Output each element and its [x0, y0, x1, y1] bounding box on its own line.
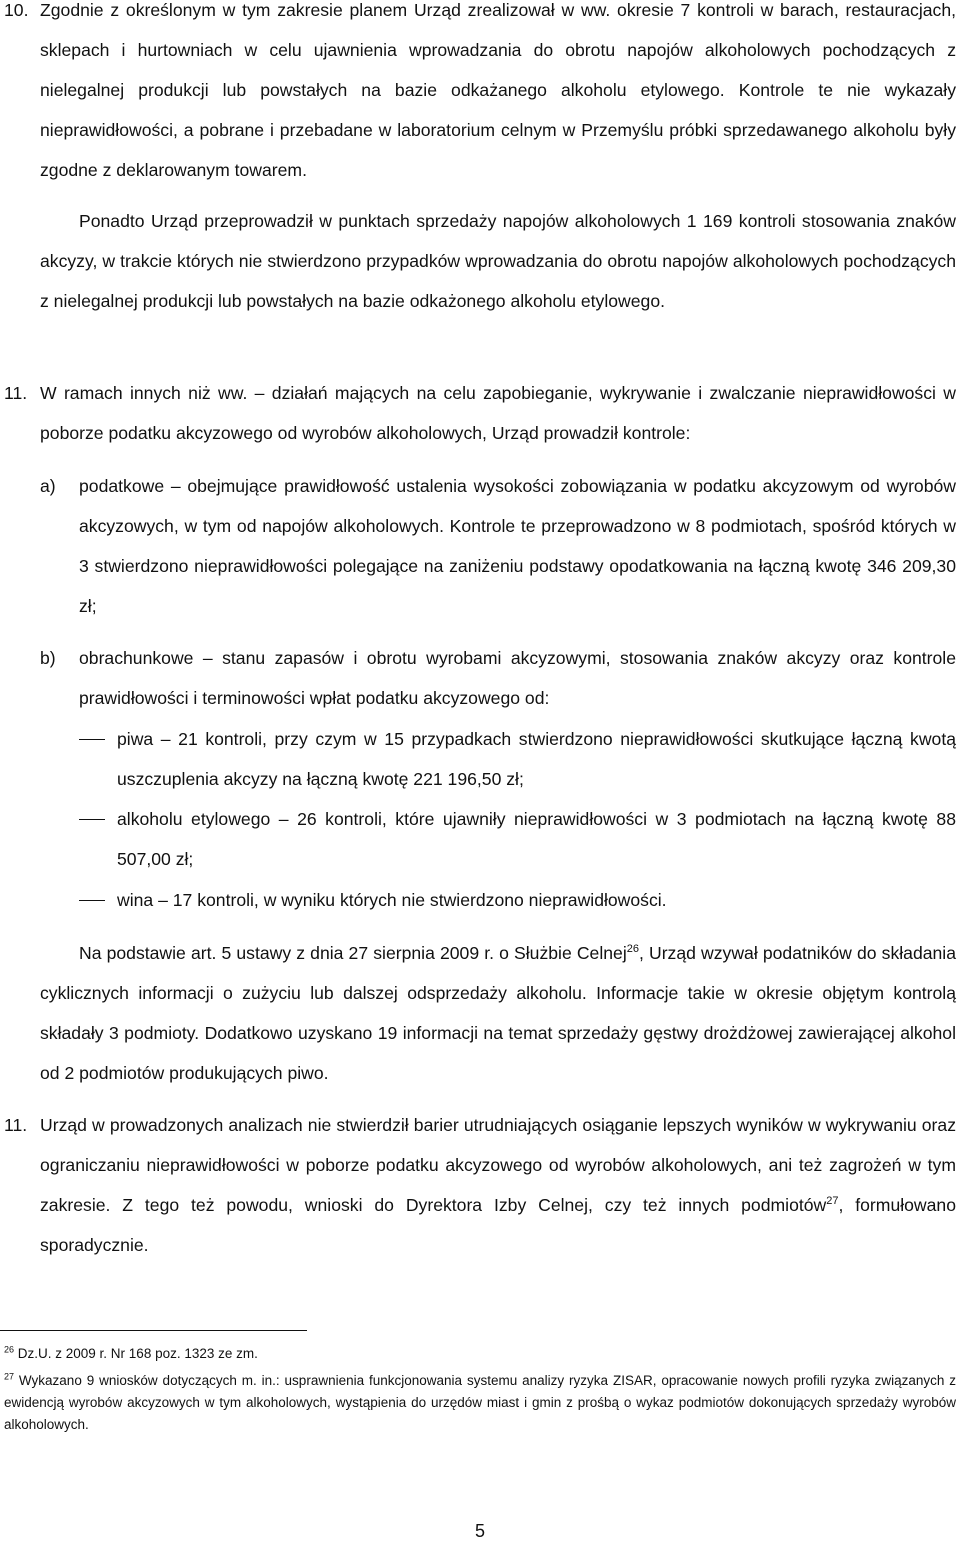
footnote-26 [4, 1343, 956, 1365]
item-b-paragraph: obrachunkowe – stanu zapasów i obrotu wyrobami akcyzowymi, stosowania znaków akcyzy oraz kontrole prawidłowości i terminowości wpłat podatku akcyzowego od: [79, 648, 956, 708]
dash-item-beer: piwa – 21 kontroli, przy czym w 15 przypadkach stwierdzono nieprawidłowości skutkujące łączną kwotą uszczuplenia akcyzy na łączną kwotę 221 196,50 zł; [117, 729, 956, 789]
footnote-27-text: Wykazano 9 wniosków dotyczących m. in.: usprawnienia funkcjonowania systemu analizy ryzyka ZISAR, opracowanie nowych profili ryzyka związanych z ewidencją wyrobów akcyzowych w tym alkoholowych, wystąpienia do urzędów miast i gmin z prośbą o wykaz podmiotów dokonujących sprzedaży wyrobów alkoholowych. [4, 1373, 956, 1432]
dash-bullet [79, 739, 105, 740]
footnote-separator [0, 1330, 307, 1331]
section-10-paragraph-2: Ponadto Urząd przeprowadził w punktach sprzedaży napojów alkoholowych 1 169 kontroli stosowania znaków akcyzy, w trakcie których nie stwierdzono przypadków wprowadzania do obrotu napojów alkoholowych pochodzących z nielegalnej produkcji lub powstałych na bazie odkażonego alkoholu etylowego. [40, 211, 956, 311]
section-11b-text-cont: , formułowano sporadycznie. [40, 1195, 956, 1255]
item-b-label: b) [40, 648, 56, 668]
item-a-label: a) [40, 476, 56, 496]
footnote-27 [4, 1370, 956, 1436]
footnote-27-number: 27 [4, 1371, 15, 1382]
footnote-26-text: Dz.U. z 2009 r. Nr 168 poz. 1323 ze zm. [14, 1346, 258, 1361]
dash-item-wine: wina – 17 kontroli, w wyniku których nie stwierdzono nieprawidłowości. [117, 890, 667, 910]
section-11-paragraph: W ramach innych niż ww. – działań mających na celu zapobieganie, wykrywanie i zwalczanie nieprawidłowości w poborze podatku akcyzowego od wyrobów alkoholowych, Urząd prowadził kontrole: [40, 383, 956, 443]
legal-basis-text-cont: , Urząd wzywał podatników do składania cyklicznych informacji o zużyciu lub dalszej odsprzedaży alkoholu. Informacje takie w okresie objętym kontrolą składały 3 podmioty. Dodatkowo uzyskano 19 informacji na temat sprzedaży gęstwy drożdżowej zawierającej alkohol od 2 podmiotów produkujących piwo. [40, 943, 957, 1083]
section-10-paragraph: Zgodnie z określonym w tym zakresie planem Urząd zrealizował w ww. okresie 7 kontroli w barach, restauracjach, sklepach i hurtowniach w celu ujawnienia wprowadzania do obrotu napojów alkoholowych pochodzących z nielegalnej produkcji lub powstałych na bazie odkażanego alkoholu etylowego. Kontrole te nie wykazały nieprawidłowości, a pobrane i przebadane w laboratorium celnym w Przemyślu próbki sprzedawanego alkoholu były zgodne z deklarowanym towarem. [40, 0, 956, 180]
section-11b-number: 11. [4, 1115, 28, 1135]
section-11b-paragraph [40, 1105, 956, 1265]
item-a-paragraph: podatkowe – obejmujące prawidłowość ustalenia wysokości zobowiązania w podatku akcyzowym od wyrobów akcyzowych, w tym od napojów alkoholowych. Kontrole te przeprowadzono w 8 podmiotach, spośród których w 3 stwierdzono nieprawidłowości polegające na zaniżeniu podstawy opodatkowania na łączną kwotę 346 209,30 zł; [79, 476, 956, 616]
section-11-number: 11. [4, 383, 28, 403]
section-11b-text: Urząd w prowadzonych analizach nie stwierdził barier utrudniających osiąganie lepszych wyników w wykrywaniu oraz ograniczaniu nieprawidłowości w poborze podatku akcyzowego od wyrobów alkoholowych, ani też zagrożeń w tym zakresie. Z tego też powodu, wnioski do Dyrektora Izby Celnej, czy też innych podmiotów [40, 1115, 956, 1215]
dash-bullet [79, 819, 105, 820]
footnote-ref-26: 26 [626, 943, 639, 956]
page-number: 5 [474, 1521, 485, 1541]
dash-item-ethyl-alcohol: alkoholu etylowego – 26 kontroli, które ujawniły nieprawidłowości w 3 podmiotach na łączną kwotę 88 507,00 zł; [117, 809, 956, 869]
dash-bullet [79, 900, 105, 901]
legal-basis-text: Na podstawie art. 5 ustawy z dnia 27 sierpnia 2009 r. o Służbie Celnej [79, 943, 627, 963]
footnote-26-number: 26 [4, 1344, 15, 1355]
footnote-ref-27: 27 [826, 1195, 839, 1208]
section-10-number: 10. [4, 0, 29, 20]
legal-basis-paragraph [40, 933, 956, 1093]
